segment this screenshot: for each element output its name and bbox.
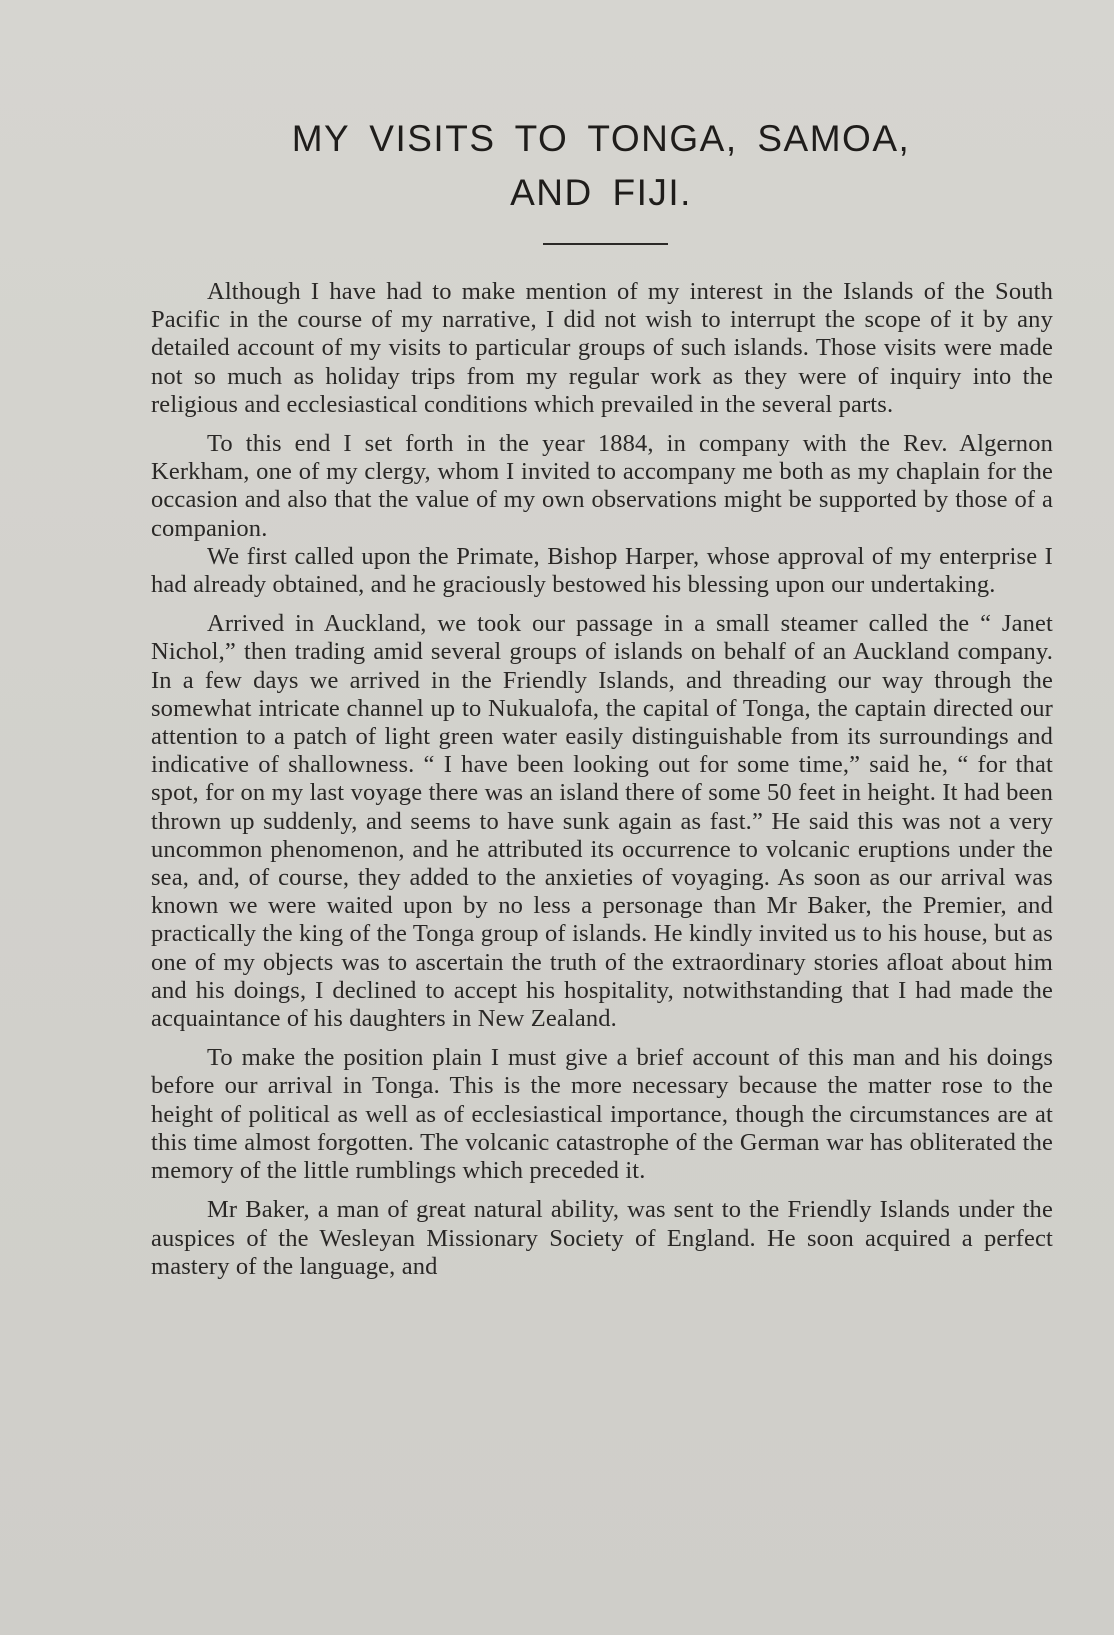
chapter-title (150, 112, 1052, 220)
paragraph-1: Although I have had to make mention of my interest in the Islands of the South Pacific in the course of my narrative, I did not wish to interrupt the scope of it by any detailed account of my visits to particular groups of such islands. Those visits were made not so much as holiday trips from my regular work as they were of inquiry into the religious and ecclesiastical conditions which prevailed in the several parts. (151, 278, 1053, 418)
paragraph-3: We first called upon the Primate, Bishop Harper, whose approval of my enterprise I had already obtained, and he graciously bestowed his blessing upon our undertaking. (151, 542, 1053, 599)
chapter-title-line-2: AND FIJI. (510, 172, 692, 213)
title-divider (543, 243, 668, 245)
paragraph-2: To this end I set forth in the year 1884, in company with the Rev. Algernon Kerkham, one of my clergy, whom I invited to accompany me both as my chaplain for the occasion and also that the value of my own observations might be supported by those of a companion. (151, 430, 1053, 542)
paragraph-6: Mr Baker, a man of great natural ability, was sent to the Friendly Islands under the auspices of the Wesleyan Missionary Society of England. He soon acquired a perfect mastery of the language, and (151, 1196, 1053, 1280)
paragraph-5: To make the position plain I must give a brief account of this man and his doings before our arrival in Tonga. This is the more necessary because the matter rose to the height of political as well as of ecclesiastical importance, though the circumstances are at this time almost forgotten. The volcanic catastrophe of the German war has obliterated the memory of the little rumblings which preceded it. (151, 1044, 1053, 1185)
paragraph-4: Arrived in Auckland, we took our passage in a small steamer called the “ Janet Nichol,” then trading amid several groups of islands on behalf of an Auckland company. In a few days we arrived in the Friendly Islands, and threading our way through the somewhat intricate channel up to Nukualofa, the capital of Tonga, the captain directed our attention to a patch of light green water easily distinguishable from its surroundings and indicative of shallowness. “ I have been looking out for some time,” said he, “ for that spot, for on my last voyage there was an island there of some 50 feet in height. It had been thrown up suddenly, and seems to have sunk again as fast.” He said this was not a very uncommon phenomenon, and he attributed its occurrence to volcanic eruptions under the sea, and, of course, they added to the anxieties of voyaging. As soon as our arrival was known we were waited upon by no less a personage than Mr Baker, the Premier, and practically the king of the Tonga group of islands. He kindly invited us to his house, but as one of my objects was to ascertain the truth of the extraordinary stories afloat about him and his doings, I declined to accept his hospitality, notwithstanding that I had made the acquaintance of his daughters in New Zealand. (151, 610, 1053, 1033)
chapter-title-line-1: MY VISITS TO TONGA, SAMOA, (291, 118, 911, 159)
body-text (151, 278, 1053, 1292)
